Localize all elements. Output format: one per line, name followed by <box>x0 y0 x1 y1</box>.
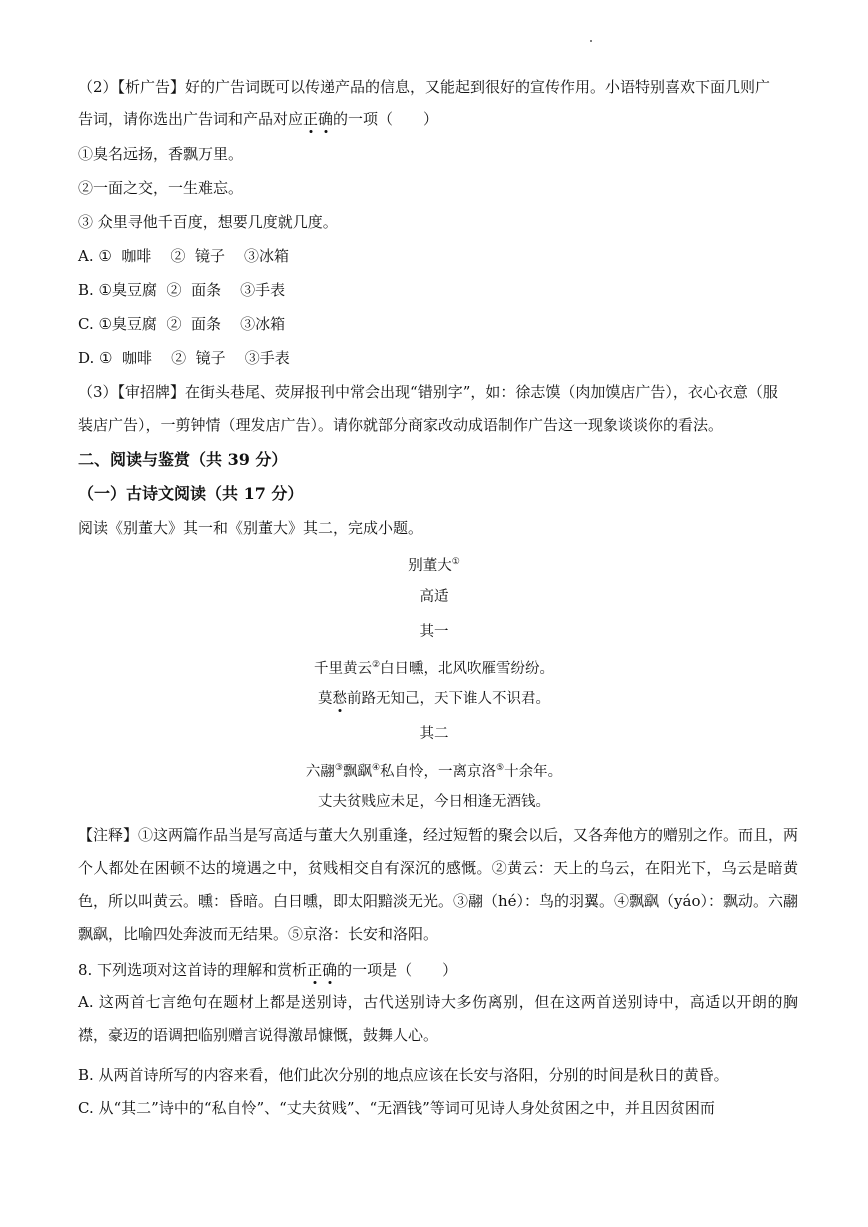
question-8-text: 的一项是（ ） <box>337 961 458 979</box>
section-2-title: 二、阅读与鉴赏（共 39 分） <box>78 450 288 469</box>
poem-text: 十余年。 <box>504 763 563 780</box>
poem-author: 高适 <box>419 589 449 605</box>
poem-text: 莫 <box>318 691 333 707</box>
emphasis-char: 确 <box>318 110 334 128</box>
question-8-stem <box>78 959 798 981</box>
slogan-item: ②一面之交，一生难忘。 <box>78 179 244 197</box>
question-2-text: 的一项（ ） <box>333 110 439 128</box>
note-marker: ④ <box>371 763 381 773</box>
question-2-line-2 <box>78 108 798 130</box>
question-2-line-1: （2）【析广告】好的广告词既可以传递产品的信息，又能起到很好的宣传作用。小语特别喜欢下面几则广 <box>78 78 771 96</box>
question-3-line-2: 装店广告），一剪钟情（理发店广告）。请你就部分商家改动成语制作广告这一现象谈谈你的看法。 <box>78 416 724 434</box>
annotation-notes: 【注释】①这两篇作品当是写高适与董大久别重逢，经过短暂的聚会以后，又各奔他方的赠别之作。而且，两个人都处在困顿不达的境遇之中，贫贱相交自有深沉的感慨。②黄云：天上的乌云，在阳光下，乌云是暗黄色，所以叫黄云。曛：昏暗。白日曛，即太阳黯淡无光。③翮（hé）：鸟的羽翼。④飘飖（yáo）：飘动。六翮飘飖，比喻四处奔波而无结果。⑤京洛：长安和洛阳。 <box>78 826 799 943</box>
emphasis-char: 正 <box>307 961 323 979</box>
poem-2-line-1 <box>0 757 868 783</box>
poem-title-text: 别董大 <box>408 557 452 574</box>
question-8-option-b: B. 从两首诗所写的内容来看，他们此次分别的地点应该在长安与洛阳，分别的时间是秋日的黄昏。 <box>78 1066 729 1084</box>
emphasis-char: 愁 <box>332 691 347 707</box>
section-2-subtitle: （一）古诗文阅读（共 17 分） <box>78 484 304 503</box>
poem-text: 私自怜，一离京洛 <box>380 763 497 780</box>
emphasis-char: 确 <box>322 961 338 979</box>
poem-text: 白日曛，北风吹雁雪纷纷。 <box>380 660 555 677</box>
note-marker: ③ <box>334 763 343 773</box>
poem-part-1-heading: 其一 <box>419 624 449 640</box>
poem-text: 飘飖 <box>342 763 372 780</box>
note-marker: ① <box>451 557 460 567</box>
poem-2-line-2: 丈夫贫贱应未足，今日相逢无酒钱。 <box>318 794 550 810</box>
poem-1-line-2 <box>0 688 868 710</box>
note-marker: ② <box>371 660 381 670</box>
question-8-option-c: C. 从“其二”诗中的“私自怜”、“丈夫贫贱”、“无酒钱”等词可见诗人身处贫困之中，并且因贫困而 <box>78 1099 715 1117</box>
note-marker: ⑤ <box>496 763 505 773</box>
question-8-option-a: A. 这两首七言绝句在题材上都是送别诗，古代送别诗大多伤离别，但在这两首送别诗中，高适以开朗的胸襟，豪迈的语调把临别赠言说得激昂慷慨，鼓舞人心。 <box>78 993 798 1044</box>
option-d: D. ① 咖啡 ② 镜子 ③手表 <box>78 349 290 367</box>
poem-part-2-heading: 其二 <box>419 726 449 742</box>
poem-text: 千里黄云 <box>313 660 372 677</box>
emphasis-char: 正 <box>303 110 319 128</box>
slogan-item: ①臭名远扬，香飘万里。 <box>78 145 244 163</box>
reading-intro: 阅读《别董大》其一和《别董大》其二，完成小题。 <box>78 519 424 537</box>
slogan-item: ③ 众里寻他千百度，想要几度就几度。 <box>78 213 338 231</box>
option-c: C. ①臭豆腐 ② 面条 ③冰箱 <box>78 315 286 333</box>
poem-text: 六翮 <box>305 763 335 780</box>
option-b: B. ①臭豆腐 ② 面条 ③手表 <box>78 281 286 299</box>
poem-1-line-1 <box>0 654 868 680</box>
page-corner-dot <box>590 40 592 42</box>
poem-text: 前路无知己，天下谁人不识君。 <box>347 691 550 707</box>
question-2-text: 告词，请你选出广告词和产品对应 <box>78 110 304 128</box>
question-8-text: 8. 下列选项对这首诗的理解和赏析 <box>78 961 308 979</box>
poem-title <box>0 551 868 577</box>
option-a: A. ① 咖啡 ② 镜子 ③冰箱 <box>78 247 290 265</box>
question-3-line-1: （3）【审招牌】在街头巷尾、荧屏报刊中常会出现“错别字”，如：徐志馍（肉加馍店广告），衣心衣意（服 <box>78 383 778 401</box>
